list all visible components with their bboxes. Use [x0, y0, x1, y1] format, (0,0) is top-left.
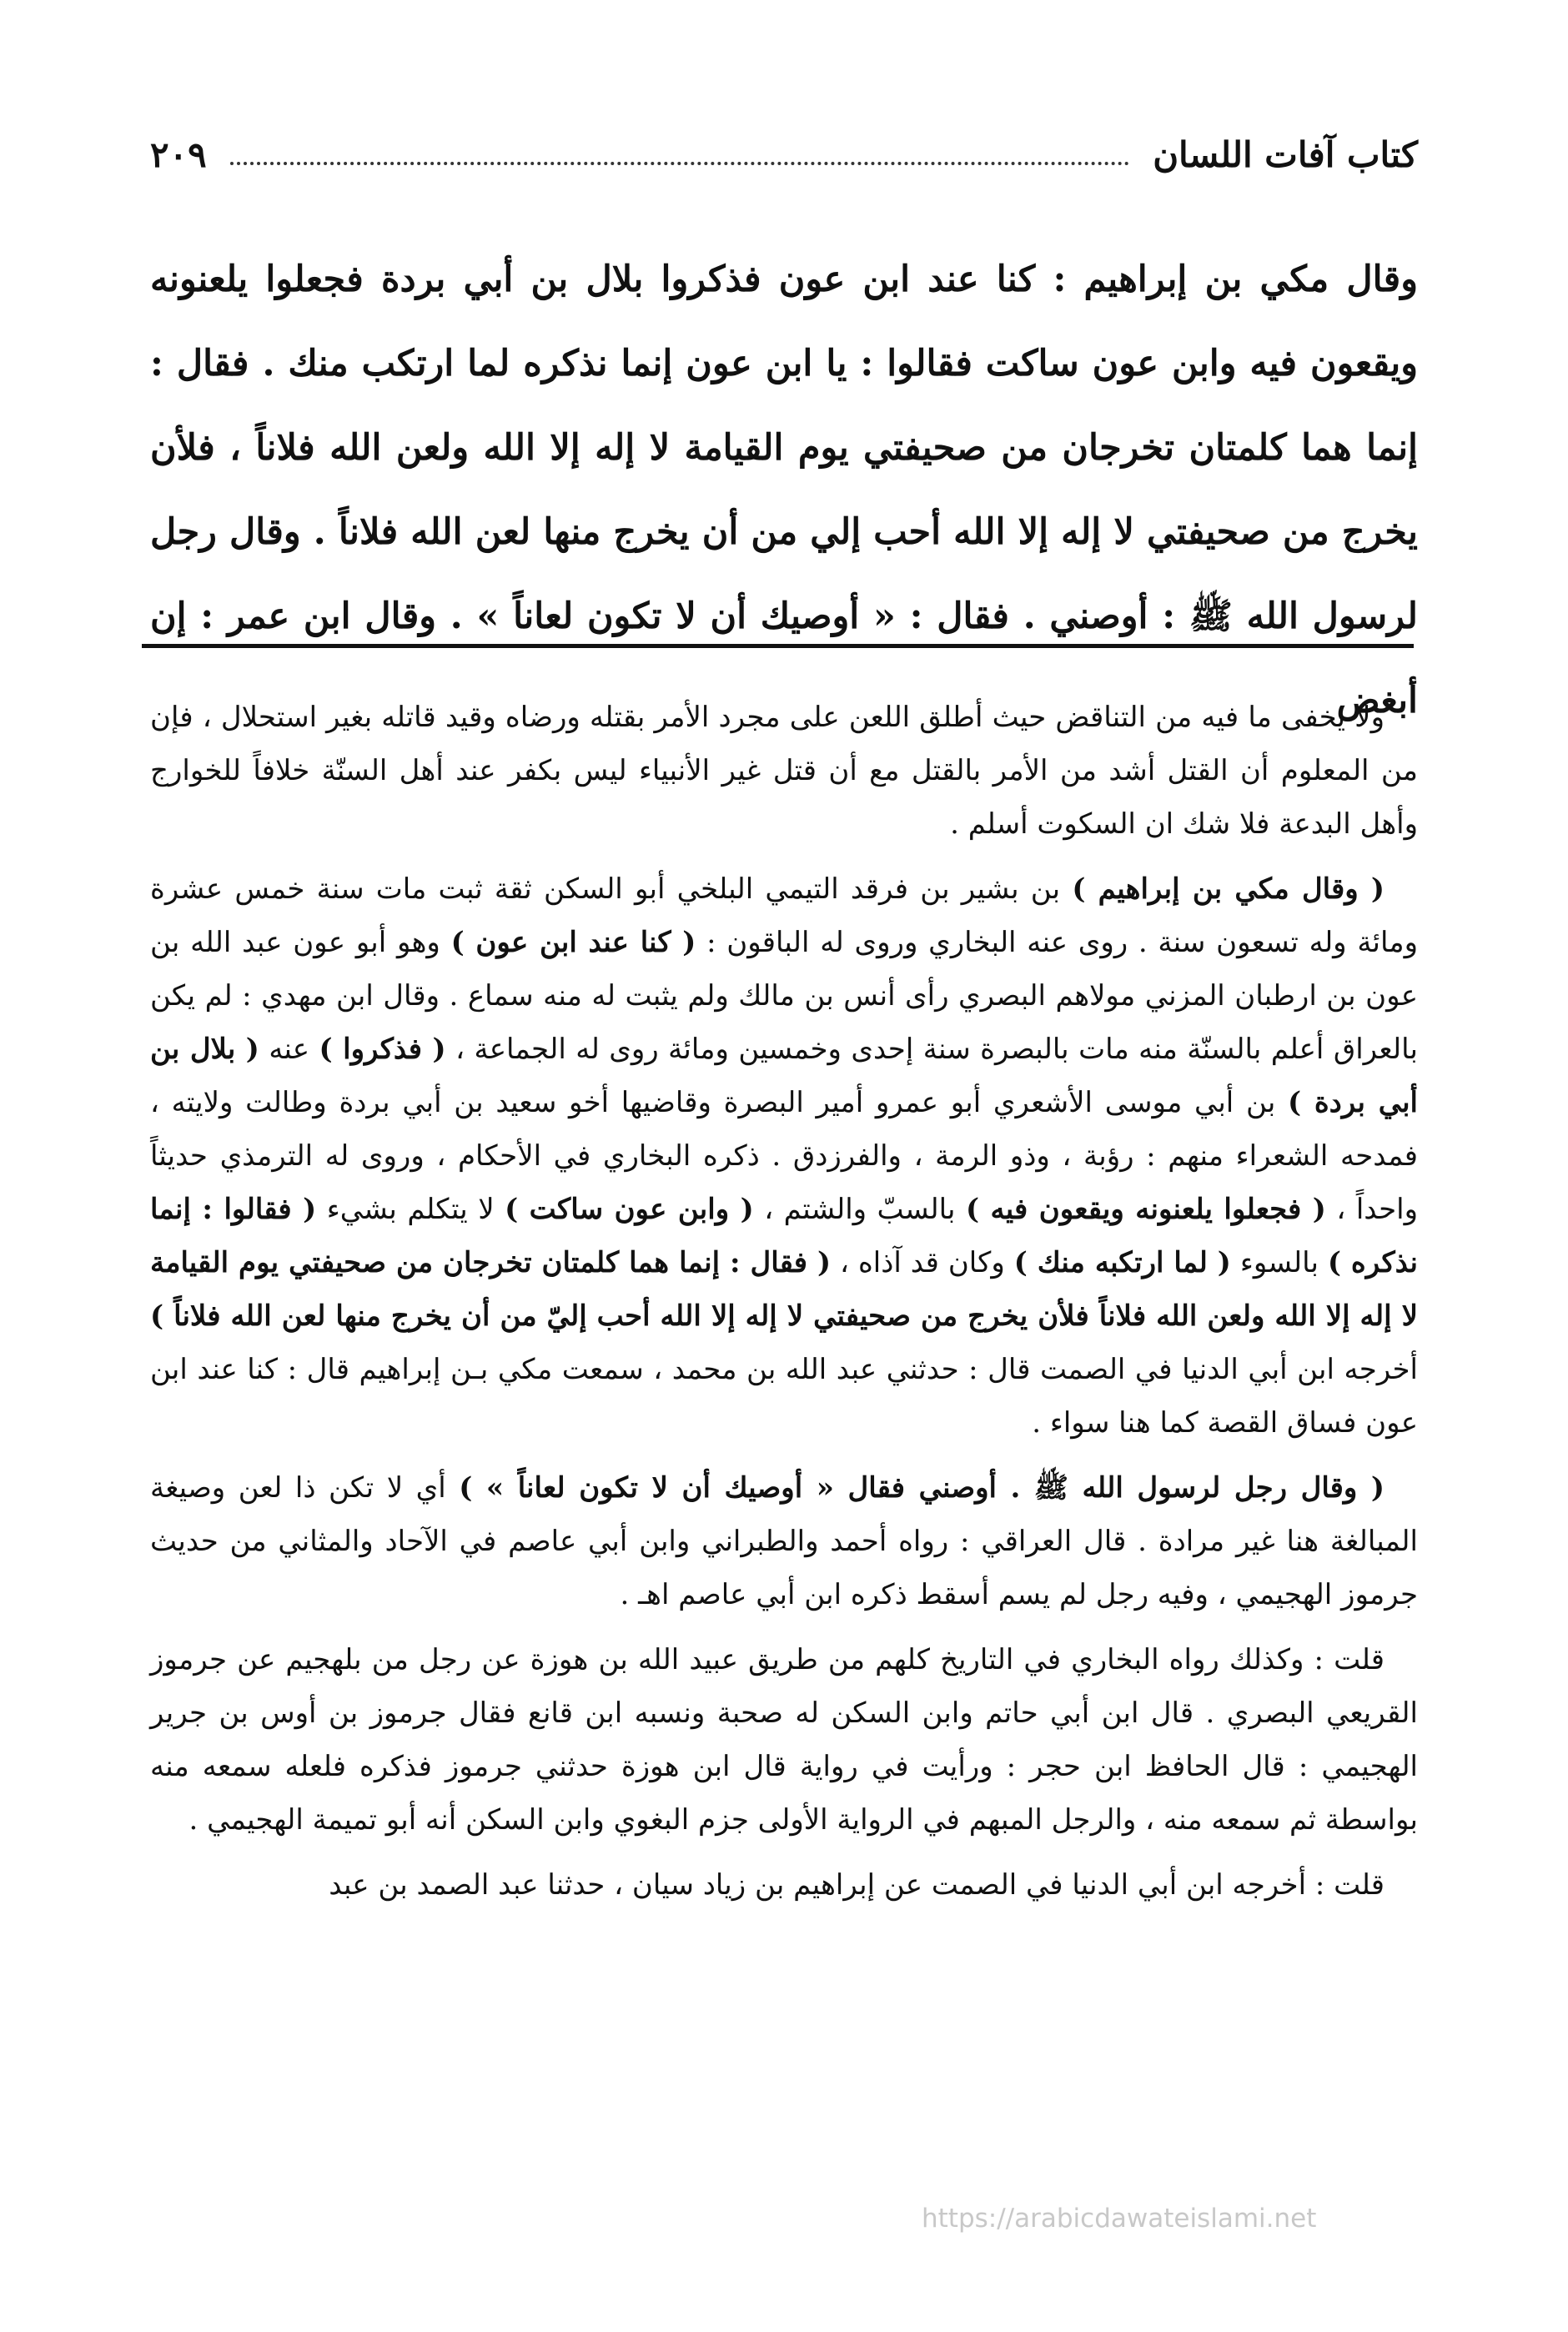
quoted-phrase: ( وقال رجل لرسول الله ﷺ . أوصني فقال « أوصيك أن لا تكون لعاناً » )	[459, 1471, 1385, 1505]
commentary-paragraph-2	[150, 862, 1418, 1450]
quoted-phrase: ( فقال : إنما هما كلمتان تخرجان من صحيفتي يوم القيامة لا إله إلا الله ولعن الله فلاناً فلأن يخرج من صحيفتي لا إله إلا الله أحب إليّ من أن يخرج منها لعن الله فلاناً )	[150, 1246, 1418, 1333]
commentary-text: عنه	[259, 1033, 319, 1066]
commentary-text: بن بشير بن فرقد التيمي البلخي أبو السكن ثقة ثبت مات سنة خمس عشرة ومائة وله تسعون سنة . روى عنه البخاري وروى له الباقون :	[150, 872, 1419, 959]
commentary-text: أخرجه ابن أبي الدنيا في الصمت قال : حدثني عبد الله بن محمد ، سمعت مكي بـن إبراهيم قال : كنا عند ابن عون فساق القصة كما هنا سواء .	[150, 1353, 1418, 1440]
page-header	[150, 125, 1418, 183]
quoted-phrase: ( وقال مكي بن إبراهيم )	[1072, 872, 1385, 906]
commentary-text: لا يتكلم بشيء	[316, 1193, 505, 1226]
commentary-text: بالسوء	[1230, 1246, 1328, 1279]
main-text	[150, 238, 1418, 743]
commentary-paragraph-5: قلت : أخرجه ابن أبي الدنيا في الصمت عن إبراهيم بن زياد سيان ، حدثنا عبد الصمد بن عبد	[329, 1868, 1385, 1902]
quoted-phrase: ( وابن عون ساكت )	[505, 1193, 754, 1226]
commentary-text: وكان قد آذاه ،	[831, 1246, 1014, 1279]
commentary	[150, 691, 1418, 1923]
commentary-text: بالسبّ والشتم ،	[753, 1193, 966, 1226]
commentary-text: وهو أبو عون عبد الله بن عون بن ارطبان المزني مولاهم البصري رأى أنس بن مالك ولم يثبت له منه سماع . وقال ابن مهدي : لم يكن بالعراق أعلم بالسنّة منه مات بالبصرة سنة إحدى وخمسين ومائة روى له الجماعة ،	[150, 926, 1418, 1066]
commentary-text: بن أبي موسى الأشعري أبو عمرو أمير البصرة وقاضيها أخو سعيد بن أبي بردة وطالت ولايته ، فمدحه الشعراء منهم : رؤبة ، وذو الرمة ، والفرزدق . ذكره البخاري في الأحكام ، وروى له الترمذي حديثاً واحداً ،	[150, 1086, 1419, 1226]
commentary-paragraph-4: قلت : وكذلك رواه البخاري في التاريخ كلهم من طريق عبيد الله بن هوزة عن رجل من بلهجيم عن جرموز القريعي البصري . قال ابن أبي حاتم وابن السكن له صحبة ونسبه ابن قانع فقال جرموز بن أوس بن جرير الهجيمي : قال الحافظ ابن حجر : ورأيت في رواية قال ابن هوزة حدثني جرموز فذكره فلعله سمعه منه بواسطة ثم سمعه منه ، والرجل المبهم في الرواية الأولى جزم البغوي وابن السكن أنه أبو تميمة الهجيمي .	[150, 1643, 1418, 1837]
quoted-phrase: ( كنا عند ابن عون )	[450, 926, 696, 959]
footnote-separator	[142, 644, 1414, 648]
commentary-text: أي لا تكن ذا لعن وصيغة المبالغة هنا غير مرادة . قال العراقي : رواه أحمد والطبراني وابن أبي عاصم في الآحاد والمثاني من حديث جرموز الهجيمي ، وفيه رجل لم يسم أسقط ذكره ابن أبي عاصم اهـ .	[150, 1471, 1418, 1611]
quoted-phrase: ( فجعلوا يلعنونه ويقعون فيه )	[965, 1193, 1326, 1226]
running-title: كتاب آفات اللسان	[1153, 133, 1418, 175]
page-number: ٢٠٩	[150, 133, 207, 175]
main-paragraph: وقال مكي بن إبراهيم : كنا عند ابن عون فذكروا بلال بن أبي بردة فجعلوا يلعنونه ويقعون فيه وابن عون ساكت فقالوا : يا ابن عون إنما نذكره لما ارتكب منك . فقال : إنما هما كلمتان تخرجان من صحيفتي يوم القيامة لا إله إلا الله ولعن الله فلاناً ، فلأن يخرج من صحيفتي لا إله إلا الله أحب إلي من أن يخرج منها لعن الله فلاناً . وقال رجل لرسول الله ﷺ : أوصني . فقال : « أوصيك أن لا تكون لعاناً » . وقال ابن عمر : إن أبغض	[150, 259, 1418, 721]
commentary-paragraph-1: ولا يخفى ما فيه من التناقض حيث أطلق اللعن على مجرد الأمر بقتله ورضاه وقيد قاتله بغير استحلال ، فإن من المعلوم أن القتل أشد من الأمر بالقتل مع أن قتل غير الأنبياء ليس بكفر عند أهل السنّة خلافاً للخوارج وأهل البدعة فلا شك ان السكوت أسلم .	[150, 701, 1418, 841]
commentary-paragraph-3	[150, 1461, 1418, 1621]
quoted-phrase: ( فقالوا : إنما نذكره )	[150, 1193, 1418, 1279]
quoted-phrase: ( لما ارتكبه منك )	[1013, 1246, 1231, 1279]
quoted-phrase: ( فذكروا )	[319, 1033, 446, 1066]
watermark-url: https://arabicdawateislami.net	[922, 2204, 1317, 2234]
dotted-leader	[230, 162, 1130, 165]
quoted-phrase: ( بلال بن أبي بردة )	[150, 1033, 1418, 1119]
